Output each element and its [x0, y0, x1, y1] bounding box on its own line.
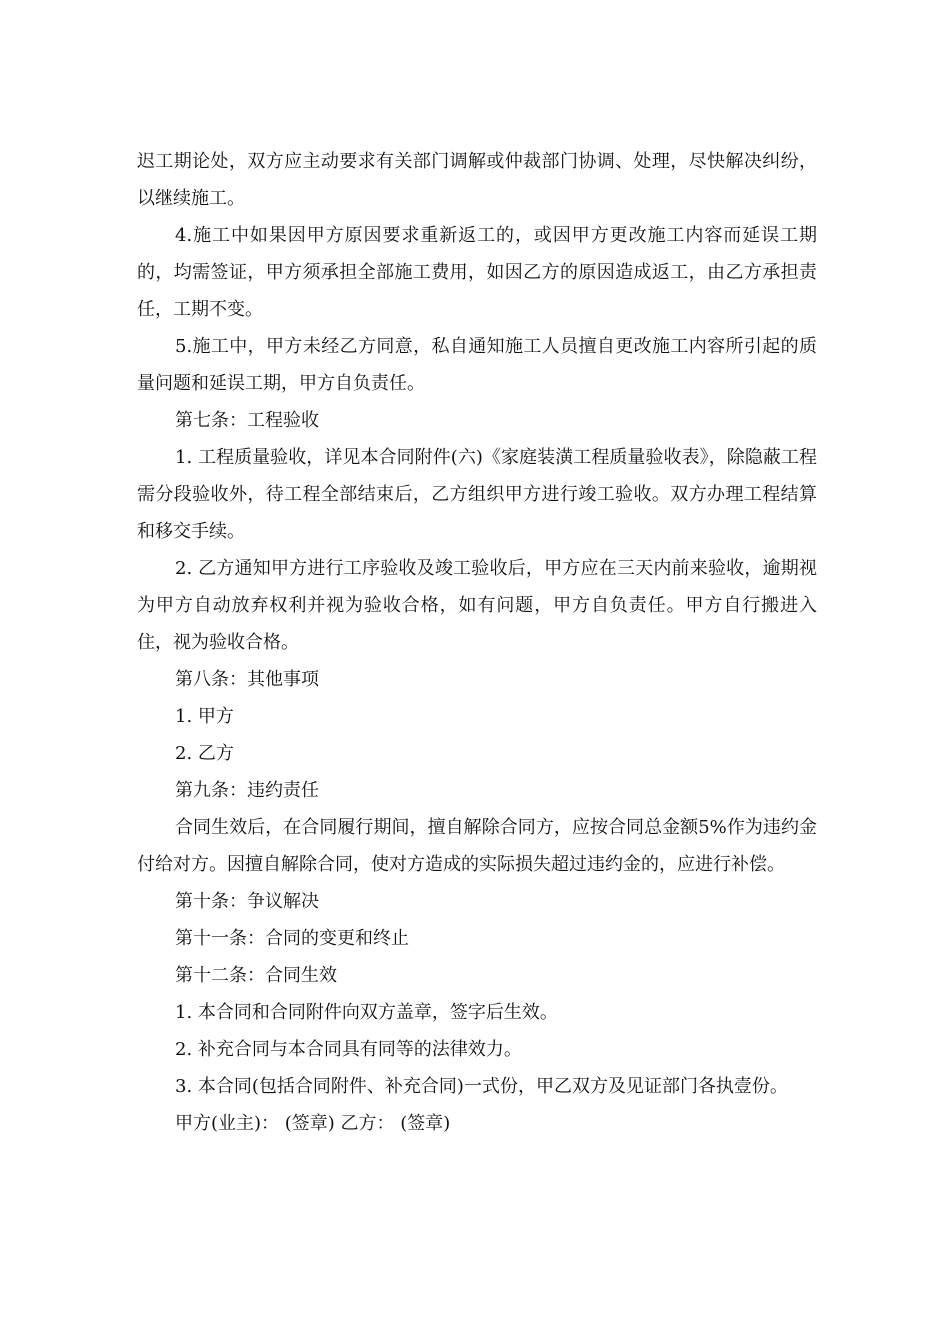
- document-body: [137, 143, 817, 1142]
- paragraph: 甲方(业主)： (签章) 乙方： (签章): [175, 1113, 451, 1134]
- paragraph: 第七条：工程验收: [175, 410, 319, 431]
- paragraph: 2. 乙方通知甲方进行工序验收及竣工验收后，甲方应在三天内前来验收，逾期视为甲方自动放弃权利并视为验收合格，如有问题，甲方自负责任。甲方自行搬进入住，视为验收合格。: [137, 558, 817, 653]
- paragraph: 2. 补充合同与本合同具有同等的法律效力。: [175, 1039, 522, 1060]
- paragraph: 4.施工中如果因甲方原因要求重新返工的，或因甲方更改施工内容而延误工期的，均需签证，甲方须承担全部施工费用，如因乙方的原因造成返工，由乙方承担责任，工期不变。: [137, 225, 817, 320]
- paragraph: 1. 工程质量验收，详见本合同附件(六)《家庭装潢工程质量验收表》，除隐蔽工程需分段验收外，待工程全部结束后，乙方组织甲方进行竣工验收。双方办理工程结算和移交手续。: [137, 447, 817, 542]
- paragraph: 第十条：争议解决: [175, 891, 319, 912]
- paragraph: 第八条：其他事项: [175, 669, 319, 690]
- paragraph: 第九条：违约责任: [175, 780, 319, 801]
- paragraph: 2. 乙方: [175, 743, 234, 764]
- paragraph: 5.施工中，甲方未经乙方同意，私自通知施工人员擅自更改施工内容所引起的质量问题和延误工期，甲方自负责任。: [137, 336, 817, 394]
- paragraph: 合同生效后，在合同履行期间，擅自解除合同方，应按合同总金额5%作为违约金付给对方。因擅自解除合同，使对方造成的实际损失超过违约金的，应进行补偿。: [137, 817, 817, 875]
- paragraph: 第十二条：合同生效: [175, 965, 337, 986]
- paragraph: 第十一条：合同的变更和终止: [175, 928, 409, 949]
- paragraph: 3. 本合同(包括合同附件、补充合同)一式份，甲乙双方及见证部门各执壹份。: [175, 1076, 788, 1097]
- paragraph: 1. 本合同和合同附件向双方盖章，签字后生效。: [175, 1002, 558, 1023]
- paragraph: 1. 甲方: [175, 706, 234, 727]
- paragraph: 迟工期论处，双方应主动要求有关部门调解或仲裁部门协调、处理，尽快解决纠纷，以继续施工。: [137, 151, 817, 209]
